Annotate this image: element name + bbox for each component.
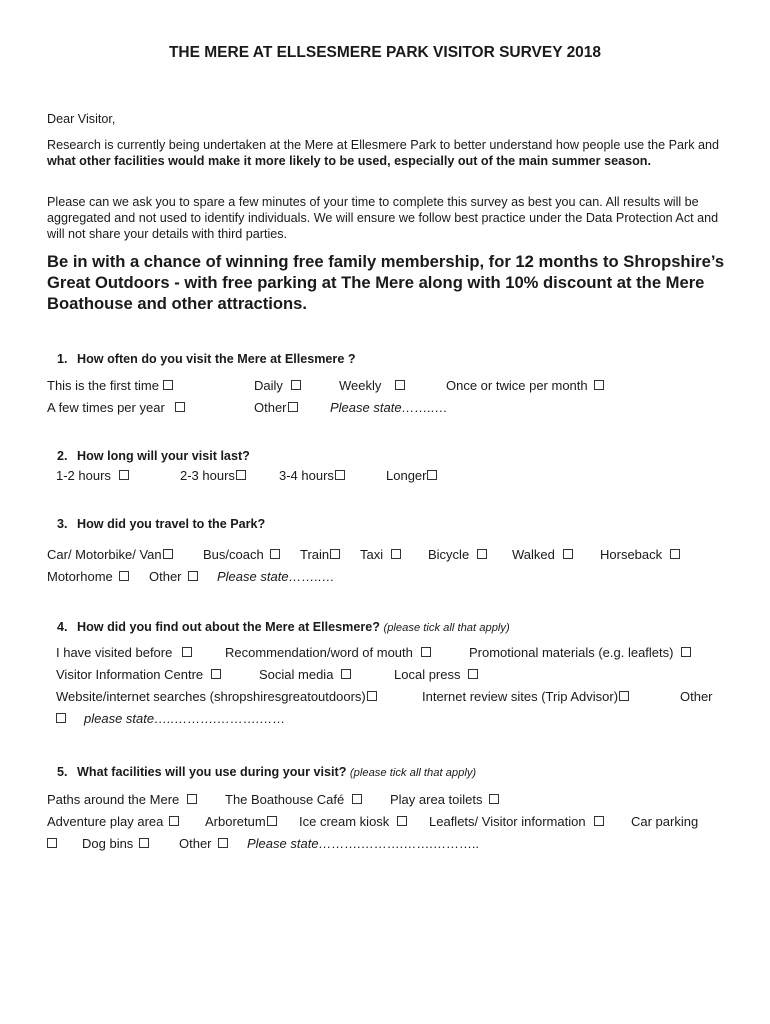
option-label: Train xyxy=(300,547,330,562)
question-text: How did you find out about the Mere at Ellesmere? xyxy=(77,620,380,634)
checkbox[interactable] xyxy=(594,816,604,826)
please-state-field[interactable]: Please state……..… xyxy=(217,569,335,584)
question-text: How did you travel to the Park? xyxy=(77,517,266,531)
option-walked[interactable] xyxy=(512,547,573,562)
option-label: I have visited before xyxy=(56,645,173,660)
option-label: The Boathouse Café xyxy=(225,792,345,807)
checkbox[interactable] xyxy=(175,402,185,412)
prize-promo: Be in with a chance of winning free family membership, for 12 months to Shropshire’s Great Outdoors - with free parking at The Mere along with 10% discount at the Mere Boathouse and other attractions. xyxy=(47,252,725,313)
option-website[interactable] xyxy=(56,689,377,704)
option-label: Car/ Motorbike/ Van xyxy=(47,547,162,562)
checkbox[interactable] xyxy=(563,549,573,559)
checkbox[interactable] xyxy=(427,470,437,480)
option-car[interactable] xyxy=(47,547,173,562)
question-text: How often do you visit the Mere at Ellesmere ? xyxy=(77,352,356,366)
please-state-field[interactable]: please state…..……….……….…… xyxy=(84,711,286,726)
option-label: Other xyxy=(179,836,212,851)
checkbox[interactable] xyxy=(47,838,57,848)
option-train[interactable] xyxy=(300,547,340,562)
checkbox[interactable] xyxy=(218,838,228,848)
checkbox[interactable] xyxy=(681,647,691,657)
option-label: 2-3 hours xyxy=(180,468,235,483)
option-label: Play area toilets xyxy=(390,792,483,807)
option-paths[interactable] xyxy=(47,792,197,807)
question-text: How long will your visit last? xyxy=(77,449,250,463)
checkbox[interactable] xyxy=(270,549,280,559)
option-local-press[interactable] xyxy=(394,667,478,682)
checkbox[interactable] xyxy=(468,669,478,679)
checkbox[interactable] xyxy=(352,794,362,804)
checkbox[interactable] xyxy=(163,549,173,559)
checkbox[interactable] xyxy=(395,380,405,390)
checkbox[interactable] xyxy=(119,571,129,581)
option-other-label: Other xyxy=(680,689,713,704)
option-few-times-year[interactable] xyxy=(47,400,185,415)
please-state-field[interactable]: Please state……….……….…….……….. xyxy=(247,836,480,851)
option-first-time[interactable] xyxy=(47,378,173,393)
option-label: Walked xyxy=(512,547,555,562)
option-label: Visitor Information Centre xyxy=(56,667,204,682)
checkbox[interactable] xyxy=(594,380,604,390)
question-5 xyxy=(57,765,476,779)
checkbox[interactable] xyxy=(188,571,198,581)
checkbox[interactable] xyxy=(288,402,298,412)
option-label: Taxi xyxy=(360,547,384,562)
question-number: 1. xyxy=(57,352,68,366)
option-other[interactable] xyxy=(149,569,198,584)
option-car-parking[interactable] xyxy=(47,836,57,851)
checkbox[interactable] xyxy=(489,794,499,804)
option-promotional[interactable] xyxy=(469,645,691,660)
option-label: Promotional materials (e.g. leaflets) xyxy=(469,645,674,660)
option-3-4-hours[interactable] xyxy=(279,468,345,483)
option-other[interactable] xyxy=(179,836,228,851)
option-label: Website/internet searches (shropshiresgreatoutdoors) xyxy=(56,689,366,704)
option-horseback[interactable] xyxy=(600,547,680,562)
option-label: Arboretum xyxy=(205,814,266,829)
option-label: Weekly xyxy=(339,378,382,393)
option-label: Daily xyxy=(254,378,283,393)
option-2-3-hours[interactable] xyxy=(180,468,246,483)
option-label: Once or twice per month xyxy=(446,378,588,393)
question-number: 2. xyxy=(57,449,68,463)
greeting: Dear Visitor, xyxy=(47,112,116,126)
option-label: Leaflets/ Visitor information xyxy=(429,814,586,829)
checkbox[interactable] xyxy=(169,816,179,826)
option-longer[interactable] xyxy=(386,468,437,483)
page-title: THE MERE AT ELLSESMERE PARK VISITOR SURVEY 2018 xyxy=(168,44,602,61)
checkbox[interactable] xyxy=(330,549,340,559)
question-3 xyxy=(57,517,265,531)
checkbox[interactable] xyxy=(291,380,301,390)
checkbox[interactable] xyxy=(397,816,407,826)
option-arboretum[interactable] xyxy=(205,814,277,829)
option-adventure-play[interactable] xyxy=(47,814,179,829)
checkbox[interactable] xyxy=(211,669,221,679)
option-social-media[interactable] xyxy=(259,667,351,682)
question-text: What facilities will you use during your visit? xyxy=(77,765,347,779)
checkbox[interactable] xyxy=(367,691,377,701)
question-note: (please tick all that apply) xyxy=(383,622,510,634)
option-label: Internet review sites (Trip Advisor) xyxy=(422,689,619,704)
intro-paragraph-1 xyxy=(47,137,737,169)
question-2 xyxy=(57,449,250,463)
option-label: Horseback xyxy=(600,547,663,562)
option-boathouse[interactable] xyxy=(225,792,362,807)
option-recommendation[interactable] xyxy=(225,645,431,660)
checkbox[interactable] xyxy=(335,470,345,480)
option-label: Recommendation/word of mouth xyxy=(225,645,413,660)
option-label: Motorhome xyxy=(47,569,113,584)
option-ice-cream[interactable] xyxy=(299,814,407,829)
option-label: Ice cream kiosk xyxy=(299,814,390,829)
question-1 xyxy=(57,352,356,366)
option-dog-bins[interactable] xyxy=(82,836,149,851)
option-label: Other xyxy=(149,569,182,584)
question-number: 4. xyxy=(57,620,68,634)
checkbox[interactable] xyxy=(267,816,277,826)
option-other[interactable] xyxy=(254,400,298,415)
option-review-sites[interactable] xyxy=(422,689,629,704)
option-label: This is the first time xyxy=(47,378,159,393)
option-visited-before[interactable] xyxy=(56,645,192,660)
option-label: Social media xyxy=(259,667,334,682)
option-weekly[interactable] xyxy=(339,378,405,393)
option-visitor-info-centre[interactable] xyxy=(56,667,221,682)
option-label: Paths around the Mere xyxy=(47,792,180,807)
checkbox[interactable] xyxy=(119,470,129,480)
option-label: Bicycle xyxy=(428,547,470,562)
checkbox[interactable] xyxy=(341,669,351,679)
checkbox[interactable] xyxy=(187,794,197,804)
checkbox[interactable] xyxy=(619,691,629,701)
option-car-parking-label: Car parking xyxy=(631,814,699,829)
question-note: (please tick all that apply) xyxy=(349,767,477,779)
option-daily[interactable] xyxy=(254,378,301,393)
question-4 xyxy=(57,620,510,634)
checkbox[interactable] xyxy=(139,838,149,848)
checkbox[interactable] xyxy=(670,549,680,559)
option-label: A few times per year xyxy=(47,400,165,415)
checkbox[interactable] xyxy=(182,647,192,657)
option-bicycle[interactable] xyxy=(428,547,487,562)
option-label: Dog bins xyxy=(82,836,134,851)
intro-paragraph-2: Please can we ask you to spare a few minutes of your time to complete this survey as best you can. All results will be aggregated and not used to identify individuals. We will ensure we follow best practice under the Data Protection Act and will not share your details with third parties. xyxy=(47,195,719,241)
checkbox[interactable] xyxy=(391,549,401,559)
option-label: Bus/coach xyxy=(203,547,264,562)
option-label: Other xyxy=(254,400,287,415)
intro-bold-text: what other facilities would make it more likely to be used, especially out of the main summer season. xyxy=(47,154,651,168)
option-motorhome[interactable] xyxy=(47,569,129,584)
option-label: 3-4 hours xyxy=(279,468,334,483)
question-number: 3. xyxy=(57,517,68,531)
option-label: 1-2 hours xyxy=(56,468,111,483)
option-bus[interactable] xyxy=(203,547,280,562)
option-taxi[interactable] xyxy=(360,547,401,562)
checkbox[interactable] xyxy=(56,713,66,723)
option-other[interactable] xyxy=(56,711,66,726)
option-label: Local press xyxy=(394,667,461,682)
option-leaflets[interactable] xyxy=(429,814,604,829)
option-play-area-toilets[interactable] xyxy=(390,792,499,807)
checkbox[interactable] xyxy=(421,647,431,657)
question-number: 5. xyxy=(57,765,68,779)
option-once-twice-month[interactable] xyxy=(446,378,604,393)
intro-text: Research is currently being undertaken at the Mere at Ellesmere Park to better understand how people use the Park and xyxy=(47,138,720,152)
please-state-field[interactable]: Please state……..… xyxy=(330,400,448,415)
checkbox[interactable] xyxy=(236,470,246,480)
option-label: Adventure play area xyxy=(47,814,164,829)
option-1-2-hours[interactable] xyxy=(56,468,129,483)
checkbox[interactable] xyxy=(477,549,487,559)
option-label: Longer xyxy=(386,468,427,483)
checkbox[interactable] xyxy=(163,380,173,390)
